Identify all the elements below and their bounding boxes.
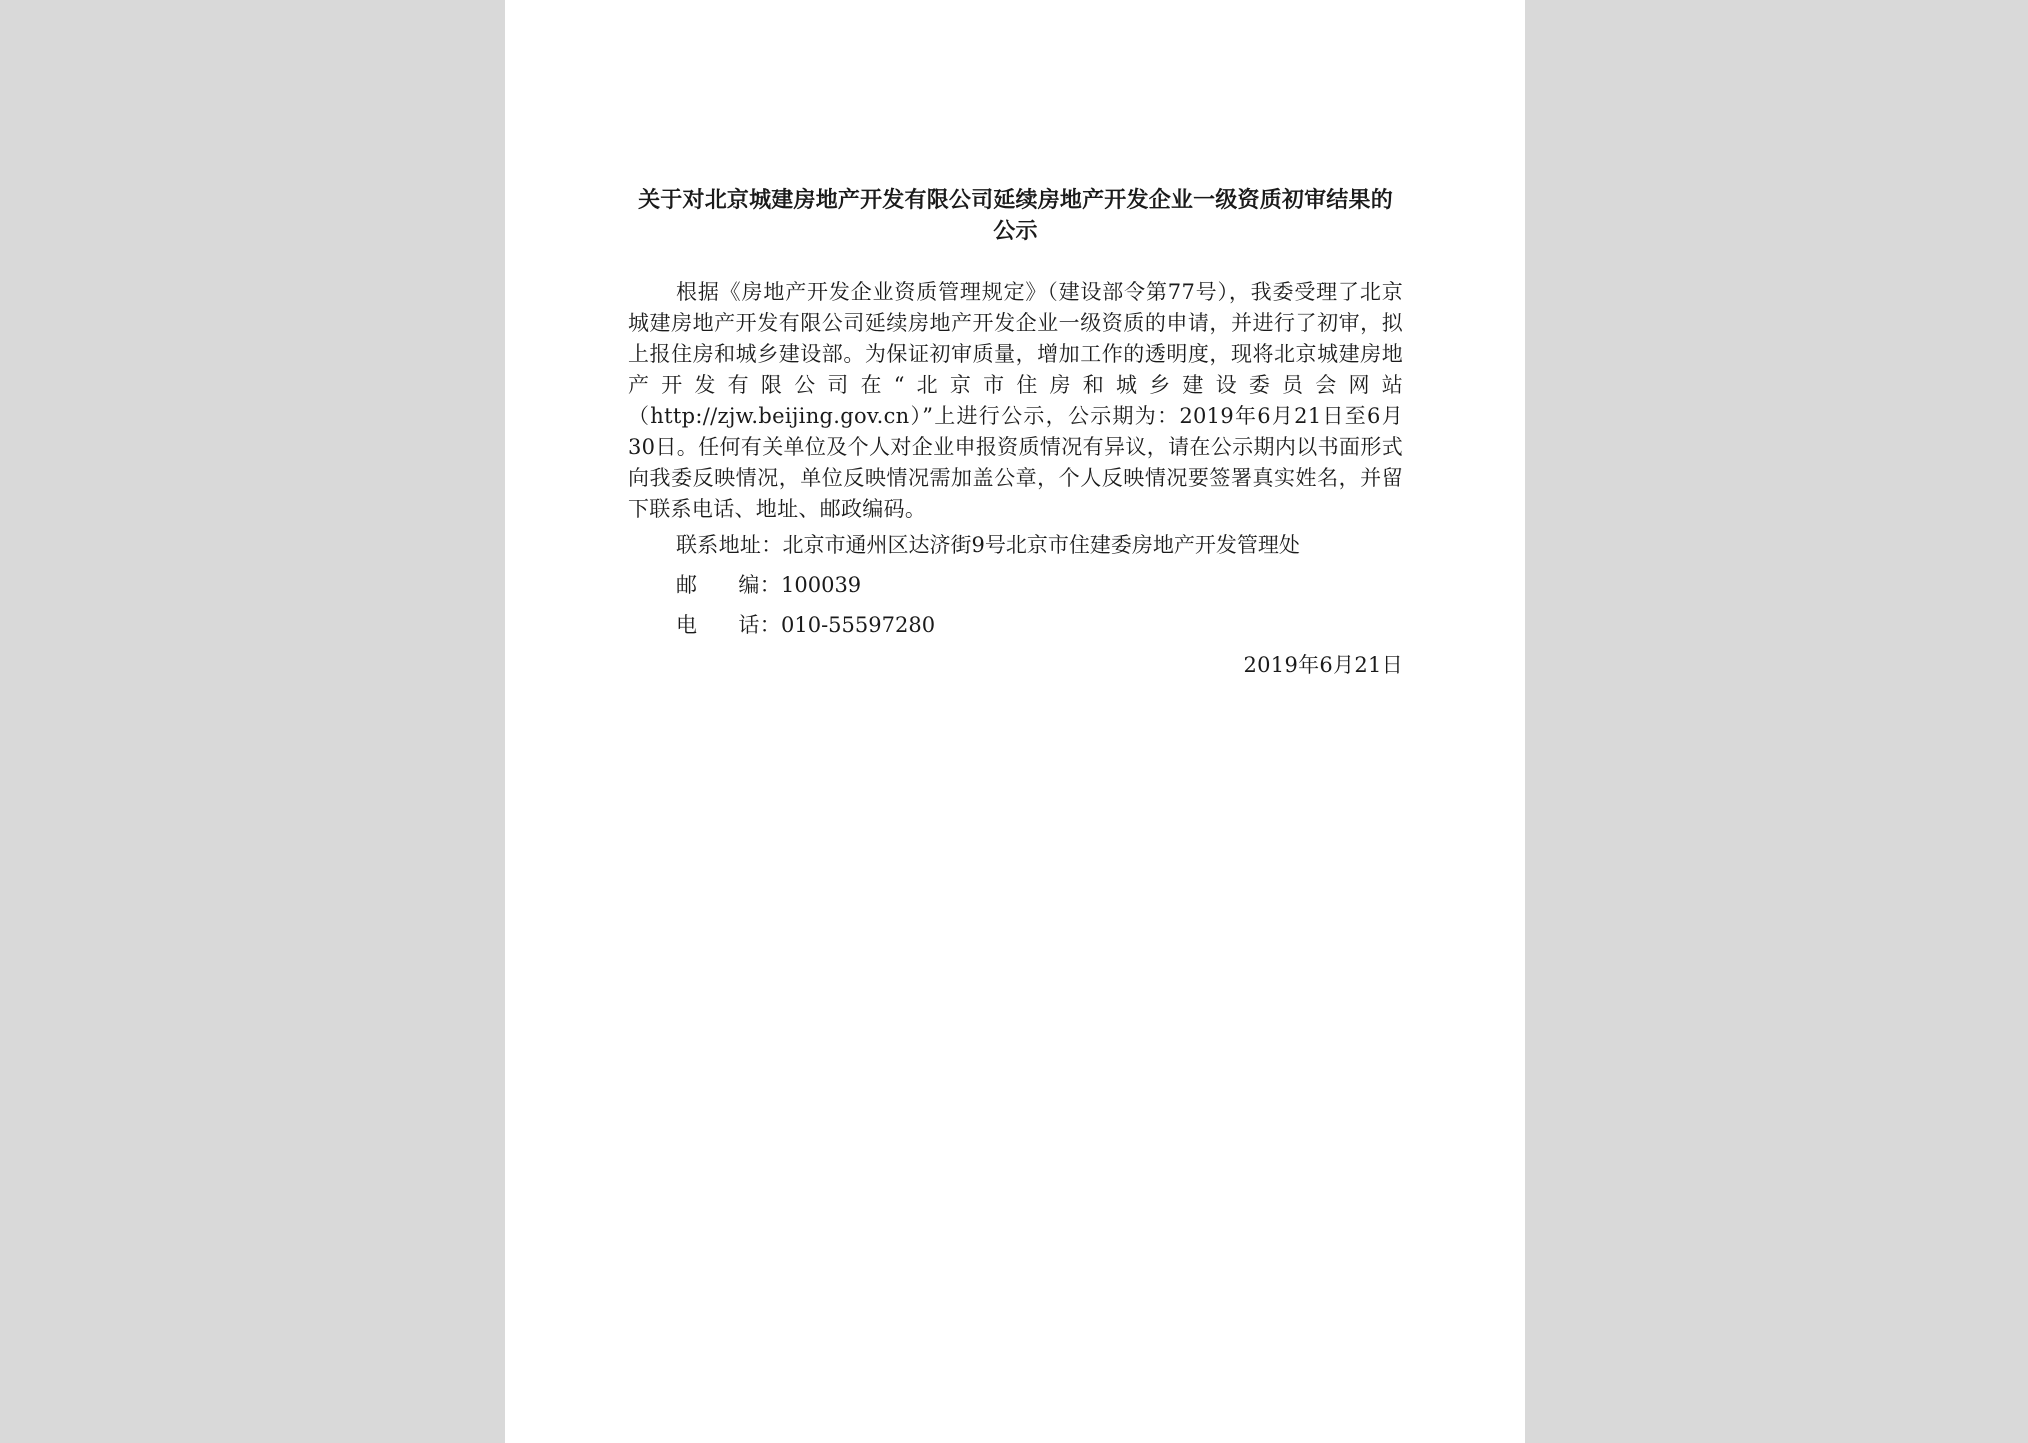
phone-value: 010-55597280 — [781, 613, 936, 637]
address-value: 北京市通州区达济街9号北京市住建委房地产开发管理处 — [782, 533, 1300, 557]
phone-label-part2: 话： — [738, 613, 781, 637]
postcode-label-part2: 编： — [738, 573, 781, 597]
address-label: 联系地址： — [676, 533, 783, 557]
postcode-label — [676, 565, 781, 605]
contact-address-row — [676, 525, 1403, 565]
page-content — [628, 185, 1403, 685]
contact-block — [628, 525, 1403, 645]
postcode-label-part1: 邮 — [676, 573, 698, 597]
phone-label-part1: 电 — [676, 613, 698, 637]
contact-postcode-row — [676, 565, 1403, 605]
document-date: 2019年6月21日 — [1243, 653, 1403, 677]
document-title: 关于对北京城建房地产开发有限公司延续房地产开发企业一级资质初审结果的公示 — [638, 188, 1393, 244]
document-page — [505, 0, 1525, 1443]
postcode-value: 100039 — [781, 573, 862, 597]
phone-label — [676, 605, 781, 645]
contact-phone-row — [676, 605, 1403, 645]
body-paragraph: 根据《房地产开发企业资质管理规定》（建设部令第77号），我委受理了北京城建房地产开发有限公司延续房地产开发企业一级资质的申请，并进行了初审，拟上报住房和城乡建设部。为保证初审质量，增加工作的透明度，现将北京城建房地产开发有限公司在“北京市住房和城乡建设委员会网站（http://zjw.beijing.gov.cn）”上进行公示，公示期为：2019年6月21日至6月30日。任何有关单位及个人对企业申报资质情况有异议，请在公示期内以书面形式向我委反映情况，单位反映情况需加盖公章，个人反映情况要签署真实姓名，并留下联系电话、地址、邮政编码。 — [628, 280, 1403, 521]
